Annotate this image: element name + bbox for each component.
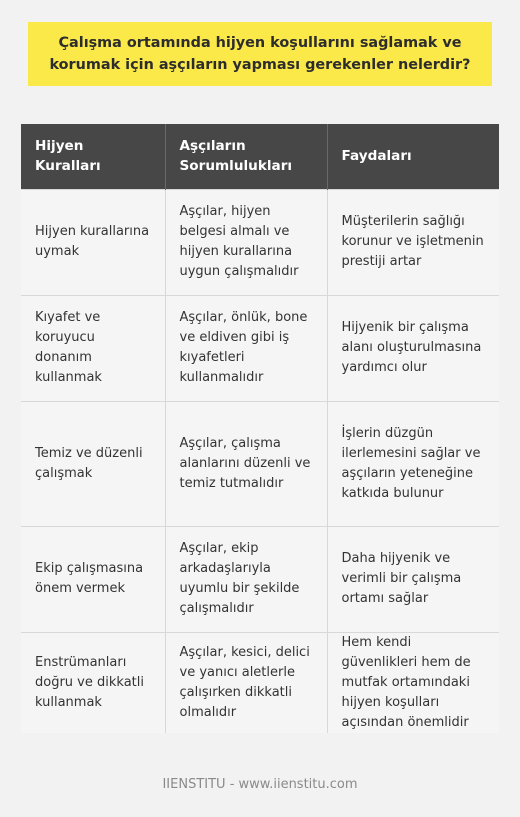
benefit-cell: Hijyenik bir çalışma alanı oluşturulmasına yardımcı olur xyxy=(327,295,499,401)
hygiene-table xyxy=(21,124,499,733)
table-row xyxy=(21,632,499,733)
table-row xyxy=(21,401,499,526)
page-title: Çalışma ortamında hijyen koşullarını sağlamak ve korumak için aşçıların yapması gerekenler nelerdir? xyxy=(28,22,492,86)
benefit-cell: Müşterilerin sağlığı korunur ve işletmenin prestiji artar xyxy=(327,189,499,295)
rule-cell: Ekip çalışmasına önem vermek xyxy=(21,526,165,632)
table-header-row xyxy=(21,124,499,189)
benefit-cell: Hem kendi güvenlikleri hem de mutfak ortamındaki hijyen koşulları açısından önemlidir xyxy=(327,632,499,733)
column-header-benefits: Faydaları xyxy=(327,124,499,189)
column-header-responsibilities: Aşçıların Sorumlulukları xyxy=(165,124,327,189)
rule-cell: Kıyafet ve koruyucu donanım kullanmak xyxy=(21,295,165,401)
column-header-rules: Hijyen Kuralları xyxy=(21,124,165,189)
rule-cell: Enstrümanları doğru ve dikkatli kullanmak xyxy=(21,632,165,733)
responsibility-cell: Aşçılar, ekip arkadaşlarıyla uyumlu bir şekilde çalışmalıdır xyxy=(165,526,327,632)
responsibility-cell: Aşçılar, hijyen belgesi almalı ve hijyen kurallarına uygun çalışmalıdır xyxy=(165,189,327,295)
responsibility-cell: Aşçılar, kesici, delici ve yanıcı aletlerle çalışırken dikkatli olmalıdır xyxy=(165,632,327,733)
table-row xyxy=(21,189,499,295)
benefit-cell: Daha hijyenik ve verimli bir çalışma ortamı sağlar xyxy=(327,526,499,632)
rule-cell: Hijyen kurallarına uymak xyxy=(21,189,165,295)
rule-cell: Temiz ve düzenli çalışmak xyxy=(21,401,165,526)
footer-credit: IIENSTITU - www.iienstitu.com xyxy=(162,777,358,792)
responsibility-cell: Aşçılar, önlük, bone ve eldiven gibi iş kıyafetleri kullanmalıdır xyxy=(165,295,327,401)
table-row xyxy=(21,295,499,401)
responsibility-cell: Aşçılar, çalışma alanlarını düzenli ve temiz tutmalıdır xyxy=(165,401,327,526)
benefit-cell: İşlerin düzgün ilerlemesini sağlar ve aşçıların yeteneğine katkıda bulunur xyxy=(327,401,499,526)
table-row xyxy=(21,526,499,632)
